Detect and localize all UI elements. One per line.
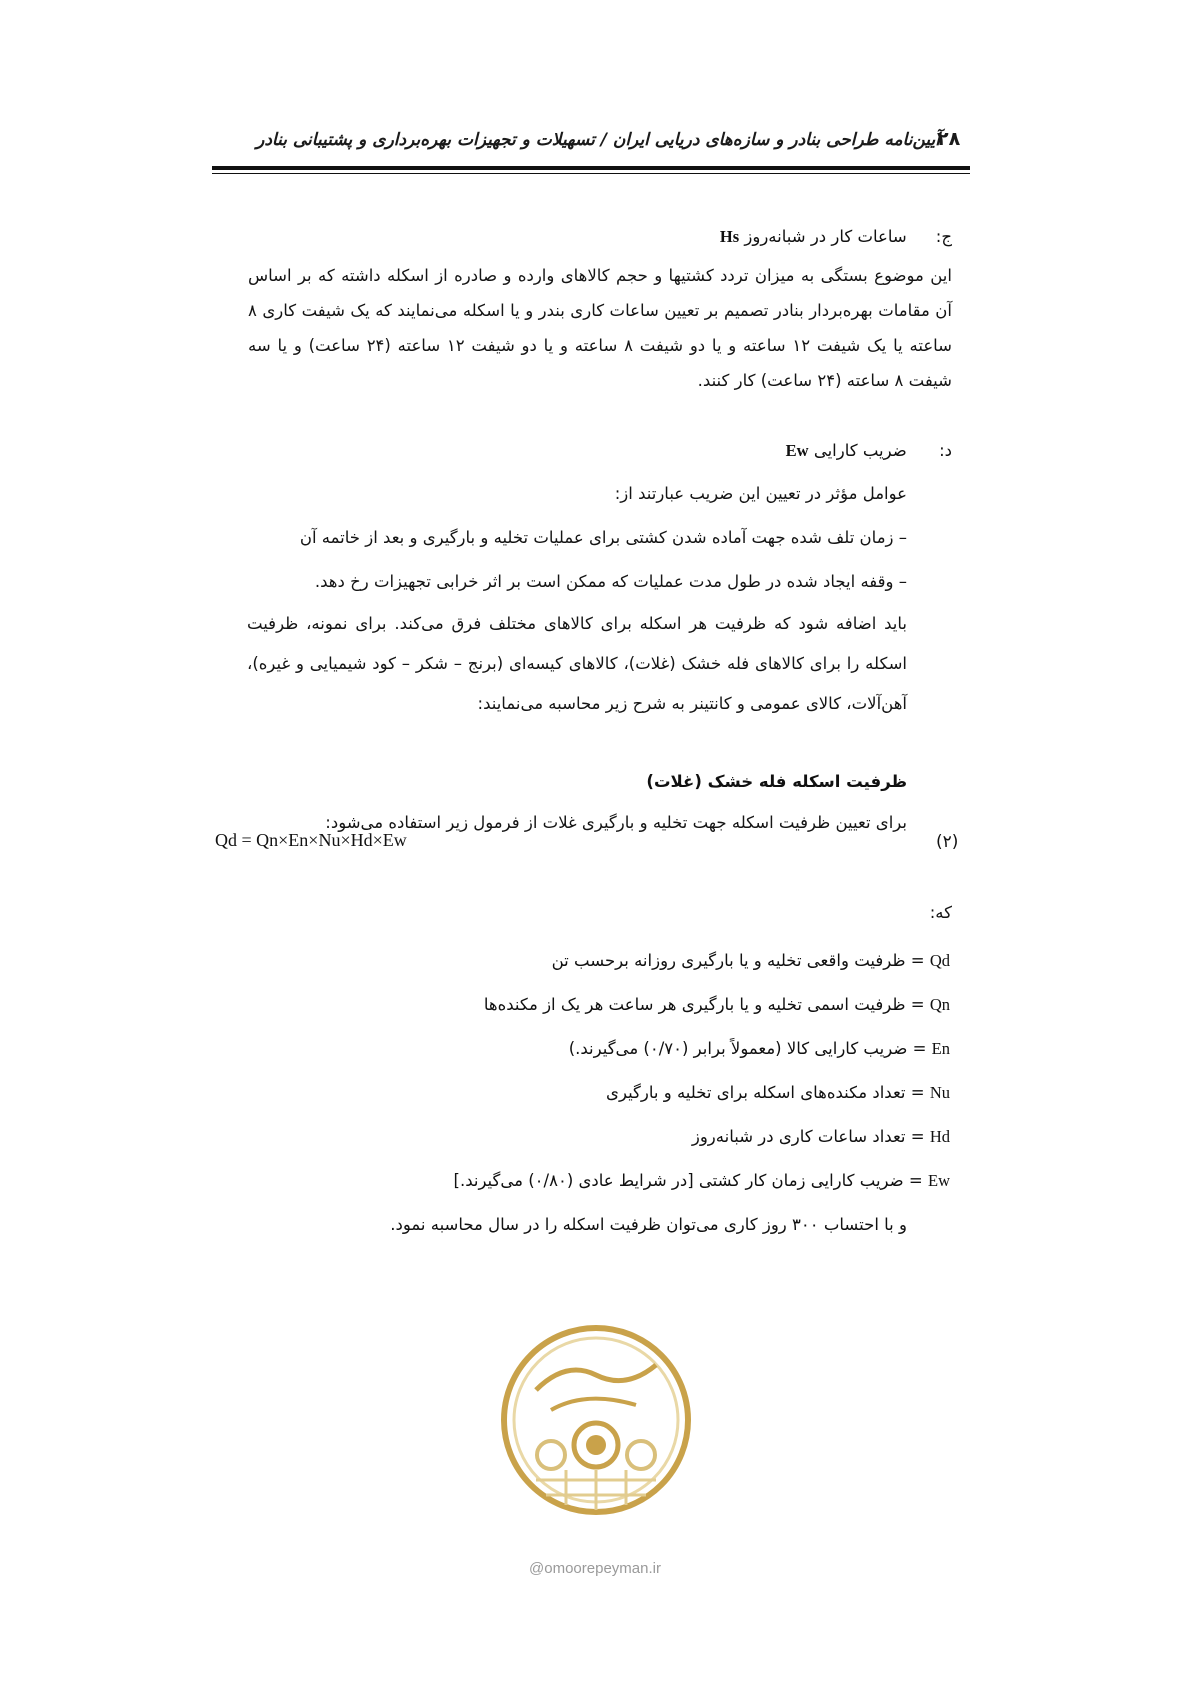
section-d-paragraph: باید اضافه شود که ظرفیت هر اسکله برای کالاهای مختلف فرق می‌کند. برای نمونه، ظرفیت اسکله را برای کالاهای فله خشک (غلات)، کالاهای کیسه‌ای (برنج – شکر – کود شیمیایی و غیره)، آهن‌آلات، کالای عمومی و کانتینر به شرح زیر محاسبه می‌نمایند: [247, 614, 907, 713]
definition-text: = ضریب کارایی کالا (معمولاً برابر (۰/۷۰) می‌گیرند.) [568, 1039, 927, 1058]
definition-text: = ظرفیت واقعی تخلیه و یا بارگیری روزانه برحسب تن [551, 951, 925, 970]
website-text: omoorepeyman.ir [544, 1560, 661, 1577]
section-d-bullet-2: – وقفه ایجاد شده در طول مدت عملیات که ممکن است بر اثر خرابی تجهیزات رخ دهد. [314, 572, 907, 591]
definition-line [569, 1036, 950, 1062]
section-j-label: ساعات کار در شبانه‌روز [744, 227, 907, 246]
definition-line [454, 1168, 950, 1194]
definition-line [484, 992, 950, 1018]
omoorepeyman-seal-icon [496, 1320, 696, 1520]
at-icon: @ [529, 1560, 545, 1577]
section-d-intro: عوامل مؤثر در تعیین این ضریب عبارتند از: [614, 484, 907, 503]
section-d-label: ضریب کارایی [813, 441, 907, 460]
bulk-intro: برای تعیین ظرفیت اسکله جهت تخلیه و بارگیری غلات از فرمول زیر استفاده می‌شود: [325, 813, 907, 832]
section-j-heading [720, 224, 952, 250]
section-j-paragraph: این موضوع بستگی به میزان تردد کشتیها و حجم کالاهای وارده و صادره از اسکله داشته که بر اساس آن مقامات بهره‌بردار بنادر تصمیم بر تعیین ساعات کاری بندر و یا اسکله می‌نمایند که یک شیفت کاری ۸ ساعته یا یک شیفت ۱۲ ساعته و یا دو شیفت ۸ ساعته و یا دو شیفت ۱۲ ساعته (۲۴ ساعت) و یا سه شیفت ۸ ساعته (۲۴ ساعت) کار کنند. [248, 266, 953, 390]
definition-text: = تعداد مکنده‌های اسکله برای تخلیه و بارگیری [606, 1083, 925, 1102]
definition-symbol: Hd [929, 1127, 950, 1146]
definition-symbol: Qn [929, 995, 950, 1014]
definition-line [552, 948, 950, 974]
definition-symbol: Ew [928, 1171, 950, 1190]
definition-symbol: Nu [929, 1083, 950, 1102]
running-header-title: آیین‌نامه طراحی بنادر و سازه‌های دریایی ایران / تسهیلات و تجهیزات بهره‌برداری و پشتیبانی بنادر [256, 130, 940, 150]
section-d-marker: د: [939, 441, 952, 460]
section-d-bullet-1: – زمان تلف شده جهت آماده شدن کشتی برای عملیات تخلیه و بارگیری و بعد از خاتمه آن [299, 528, 907, 547]
definition-text: = تعداد ساعات کاری در شبانه‌روز [691, 1127, 925, 1146]
definition-text: = ضریب کارایی زمان کار کشتی [در شرایط عادی (۰/۸۰) می‌گیرند.] [453, 1171, 923, 1190]
header-rule-thin [212, 173, 970, 174]
website-watermark [0, 1560, 1190, 1577]
section-d-heading [786, 438, 952, 464]
section-j-marker: ج: [935, 227, 952, 246]
section-j-symbol: Hs [719, 227, 740, 246]
definition-symbol: En [931, 1039, 950, 1058]
section-d-symbol: Ew [785, 441, 809, 460]
bulk-heading: ظرفیت اسکله فله خشک (غلات) [646, 772, 907, 791]
page-number: ۲۸ [937, 128, 961, 150]
definition-line [606, 1080, 950, 1106]
definition-line [692, 1124, 950, 1150]
header-rule-thick [212, 166, 970, 170]
definition-symbol: Qd [929, 951, 950, 970]
where-label: که: [929, 903, 952, 922]
definition-text: = ظرفیت اسمی تخلیه و یا بارگیری هر ساعت هر یک از مکنده‌ها [483, 995, 925, 1014]
formula: Qd = Qn×En×Nu×Hd×Ew [215, 830, 407, 850]
closing-sentence: و با احتساب ۳۰۰ روز کاری می‌توان ظرفیت اسکله را در سال محاسبه نمود. [390, 1215, 907, 1234]
equation-number: (۲) [936, 832, 959, 852]
